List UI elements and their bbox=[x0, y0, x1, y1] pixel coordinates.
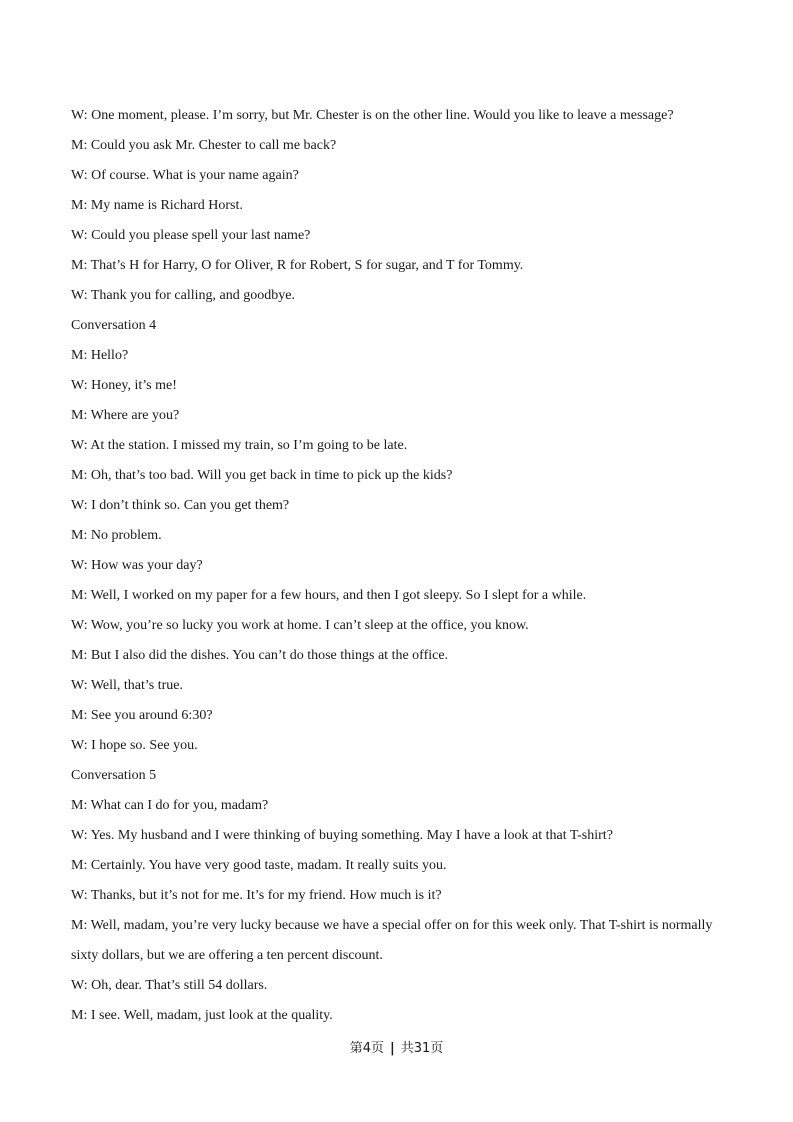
transcript-line: M: Certainly. You have very good taste, madam. It really suits you. bbox=[71, 858, 447, 873]
transcript-line: W: Thank you for calling, and goodbye. bbox=[71, 288, 295, 303]
transcript-line: W: Yes. My husband and I were thinking of buying something. May I have a look at that T-shirt? bbox=[71, 828, 613, 843]
transcript-line: M: That’s H for Harry, O for Oliver, R for Robert, S for sugar, and T for Tommy. bbox=[71, 258, 524, 273]
transcript-line: M: Could you ask Mr. Chester to call me back? bbox=[71, 138, 337, 153]
footer-separator: | bbox=[389, 1041, 395, 1056]
transcript-line: M: But I also did the dishes. You can’t do those things at the office. bbox=[71, 648, 449, 663]
transcript-line: M: See you around 6:30? bbox=[71, 708, 213, 723]
transcript-line: W: Could you please spell your last name? bbox=[71, 228, 311, 243]
transcript-line: M: What can I do for you, madam? bbox=[71, 798, 269, 813]
transcript-line: M: My name is Richard Horst. bbox=[71, 198, 243, 213]
transcript-line: W: Honey, it’s me! bbox=[71, 378, 177, 393]
transcript-line: M: I see. Well, madam, just look at the quality. bbox=[71, 1008, 333, 1023]
transcript-line-continuation: sixty dollars, but we are offering a ten percent discount. bbox=[71, 948, 383, 963]
transcript-line: M: Well, madam, you’re very lucky because we have a special offer on for this week only. That T-shirt is normally bbox=[71, 918, 713, 933]
page-number: 第4页 bbox=[349, 1041, 384, 1056]
page-footer bbox=[0, 1040, 793, 1058]
transcript-line: M: Where are you? bbox=[71, 408, 180, 423]
section-heading: Conversation 4 bbox=[71, 318, 157, 333]
transcript-line: M: Well, I worked on my paper for a few hours, and then I got sleepy. So I slept for a while. bbox=[71, 588, 587, 603]
section-heading: Conversation 5 bbox=[71, 768, 157, 783]
transcript-line: W: I don’t think so. Can you get them? bbox=[71, 498, 290, 513]
transcript-line: W: How was your day? bbox=[71, 558, 203, 573]
transcript-line: M: No problem. bbox=[71, 528, 162, 543]
page-total: 共31页 bbox=[400, 1041, 444, 1056]
transcript-line: M: Hello? bbox=[71, 348, 129, 363]
transcript-line: W: At the station. I missed my train, so I’m going to be late. bbox=[71, 438, 408, 453]
transcript-line: W: I hope so. See you. bbox=[71, 738, 198, 753]
transcript-line: W: One moment, please. I’m sorry, but Mr. Chester is on the other line. Would you like to leave a message? bbox=[71, 108, 674, 123]
transcript-line: W: Of course. What is your name again? bbox=[71, 168, 299, 183]
transcript-body bbox=[71, 106, 731, 1036]
transcript-line: W: Well, that’s true. bbox=[71, 678, 184, 693]
transcript-line: M: Oh, that’s too bad. Will you get back in time to pick up the kids? bbox=[71, 468, 453, 483]
transcript-line: W: Thanks, but it’s not for me. It’s for my friend. How much is it? bbox=[71, 888, 442, 903]
transcript-line: W: Oh, dear. That’s still 54 dollars. bbox=[71, 978, 268, 993]
transcript-line: W: Wow, you’re so lucky you work at home. I can’t sleep at the office, you know. bbox=[71, 618, 529, 633]
